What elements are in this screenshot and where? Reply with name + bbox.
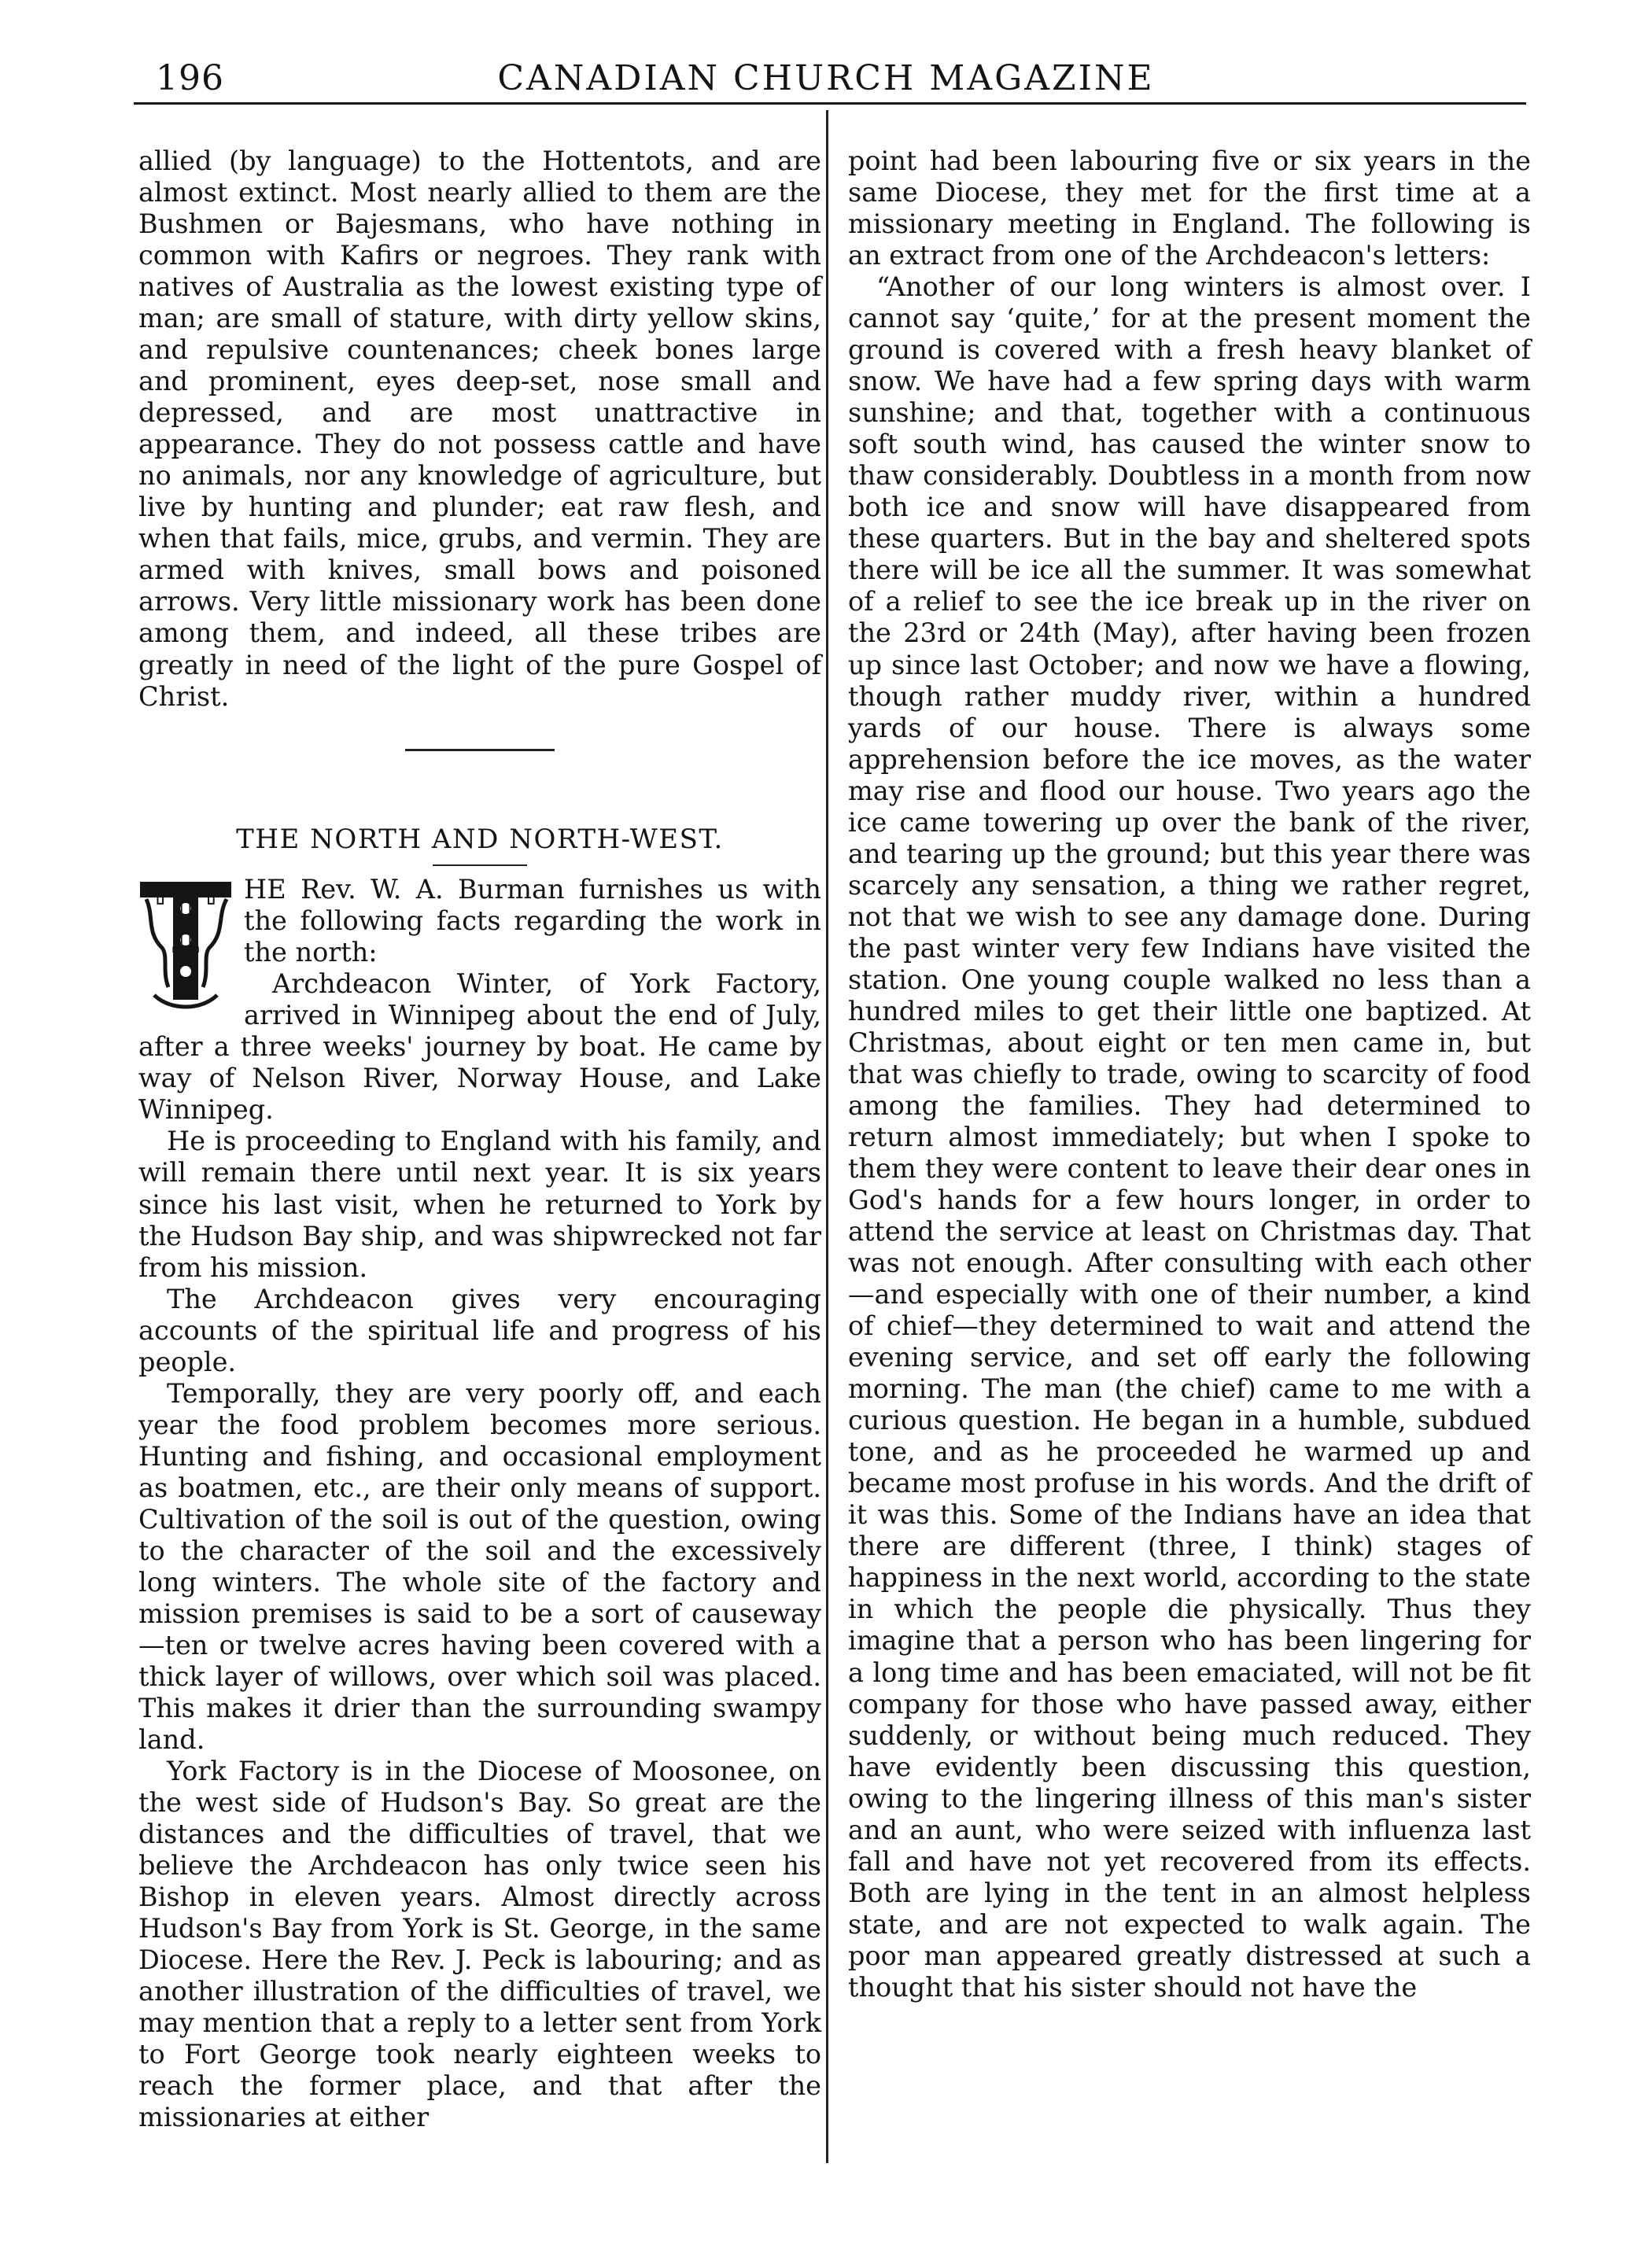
right-column — [848, 146, 1531, 2003]
paragraph: point had been labouring five or six years in the same Diocese, they met for the first time at a missionary meeting in England. The following is an extract from one of the Archdeacon's letters: — [848, 146, 1531, 271]
dropcap-letter: T — [157, 877, 215, 973]
running-title: CANADIAN CHURCH MAGAZINE — [497, 58, 1155, 98]
left-column — [138, 146, 821, 2133]
paragraph: The Archdeacon gives very encouraging accounts of the spiritual life and progress of his people. — [138, 1283, 821, 1377]
paragraph: Temporally, they are very poorly off, and each year the food problem becomes more serious. Hunting and fishing, and occasional employment as boatmen, etc., are their only means of support. Cultivation of the soil is out of the question, owing to the character of the soil and the excessively long winters. The whole site of the factory and mission premises is said to be a sort of causeway—ten or twelve acres having been covered with a thick layer of willows, over which soil was placed. This makes it drier than the surrounding swampy land. — [138, 1377, 821, 1756]
header-rule — [134, 102, 1526, 105]
title-underline-rule — [433, 864, 527, 866]
letter-extract-paragraph: “Another of our long winters is almost over. I cannot say ‘quite,’ for at the present moment the ground is covered with a fresh heavy blanket of snow. We have had a few spring days with warm sunshine; and that, together with a continuous soft south wind, has caused the winter snow to thaw considerably. Doubtless in a month from now both ice and snow will have disappeared from these quarters. But in the bay and sheltered spots there will be ice all the summer. It was somewhat of a relief to see the ice break up in the river on the 23rd or 24th (May), after having been frozen up since last October; and now we have a flowing, though rather muddy river, within a hundred yards of our house. There is always some apprehension before the ice moves, as the water may rise and flood our house. Two years ago the ice came towering up over the bank of the river, and tearing up the ground; but this year there was scarcely any sensation, a thing we rather regret, not that we wish to see any damage done. During the past winter very few Indians have visited the station. One young couple walked no less than a hundred miles to get their little one baptized. At Christmas, about eight or ten men came in, but that was chiefly to trade, owing to scarcity of food among the families. They had determined to return almost immediately; but when I spoke to them they were content to leave their dear ones in God's hands for a few hours longer, in order to attend the service at least on Christmas day. That was not enough. After consulting with each other—and especially with one of their number, a kind of chief—they determined to wait and attend the evening service, and set off early the following morning. The man (the chief) came to me with a curious question. He began in a humble, subdued tone, and as he proceeded he warmed up and became most profuse in his words. And the drift of it was this. Some of the Indians have an idea that there are different (three, I think) stages of happiness in the next world, according to the state in which the people die physically. Thus they imagine that a person who has been lingering for a long time and has been emaciated, will not be fit company for those who have passed away, either suddenly, or without being much reduced. They have evidently been discussing this question, owing to the lingering illness of this man's sister and an aunt, who were seized with influenza last fall and have not yet recovered from its effects. Both are lying in the tent in an almost helpless state, and are not expected to walk again. The poor man appeared greatly distressed at such a thought that his sister should not have the — [848, 271, 1531, 2003]
column-divider — [826, 110, 828, 2163]
page-number: 196 — [156, 58, 224, 98]
paragraph: York Factory is in the Diocese of Moosonee, on the west side of Hudson's Bay. So great are the distances and the difficulties of travel, that we believe the Archdeacon has only twice seen his Bishop in eleven years. Almost directly across Hudson's Bay from York is St. George, in the same Diocese. Here the Rev. J. Peck is labouring; and as another illustration of the difficulties of travel, we may mention that a reply to a letter sent from York to Fort George took nearly eighteen weeks to reach the former place, and that after the missionaries at either — [138, 1756, 821, 2133]
paragraph-text: HE Rev. W. A. Burman furnishes us with the following facts regarding the work in the north: — [244, 874, 821, 968]
section-separator-rule — [405, 749, 555, 751]
continued-paragraph: allied (by language) to the Hottentots, and are almost extinct. Most nearly allied to them are the Bushmen or Bajesmans, who have nothing in common with Kafirs or negroes. They rank with natives of Australia as the lowest existing type of man; are small of stature, with dirty yellow skins, and repulsive countenances; cheek bones large and prominent, eyes deep-set, nose small and depressed, and are most unattractive in appearance. They do not possess cattle and have no animals, nor any knowledge of agriculture, but live by hunting and plunder; eat raw flesh, and when that fails, mice, grubs, and vermin. They are armed with knives, small bows and poisoned arrows. Very little missionary work has been done among them, and indeed, all these tribes are greatly in need of the light of the pure Gospel of Christ. — [138, 146, 821, 712]
ornamental-dropcap-t — [138, 877, 234, 1009]
section-title: THE NORTH AND NORTH-WEST. — [236, 823, 724, 855]
article-opening-paragraph — [138, 874, 821, 973]
paragraph: He is proceeding to England with his family, and will remain there until next year. It is six years since his last visit, when he returned to York by the Hudson Bay ship, and was shipwrecked not far from his mission. — [138, 1126, 821, 1283]
page-header — [126, 46, 1526, 101]
paragraph: Archdeacon Winter, of York Factory, arrived in Winnipeg about the end of July, after a three weeks' journey by boat. He came by way of Nelson River, Norway House, and Lake Winnipeg. — [138, 968, 821, 1126]
